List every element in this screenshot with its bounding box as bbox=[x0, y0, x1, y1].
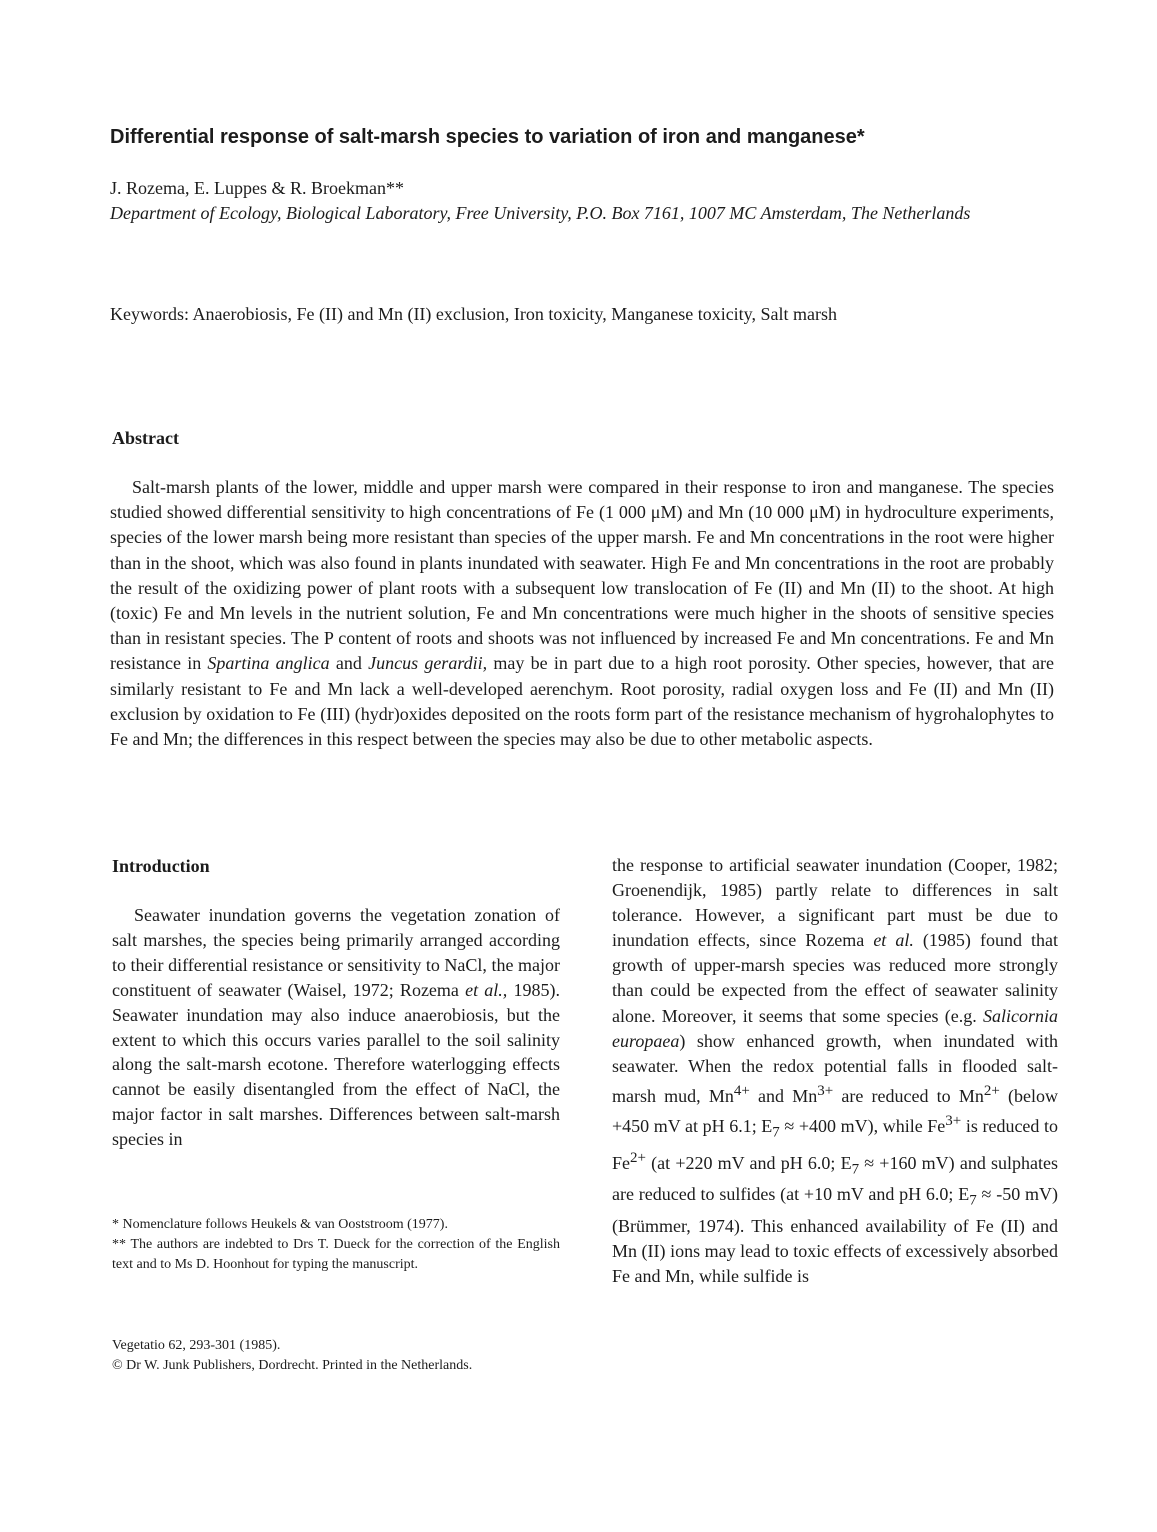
publisher-line: © Dr W. Junk Publishers, Dordrecht. Printed in the Netherlands. bbox=[112, 1358, 473, 1373]
species-name: Juncus gerardii, bbox=[368, 653, 488, 674]
introduction-left-column: Seawater inundation governs the vegetation zonation of salt marshes, the species being primarily arranged according to their differential resistance or sensitivity to NaCl, the major constituent of seawater (Waisel, 1972; Rozema et al., 1985). Seawater inundation may also induce anaerobiosis, but the extent to which this occurs varies parallel to the soil salinity along the salt-marsh ecotone. Therefore waterlogging effects cannot be easily disentangled from the effect of NaCl, the major factor in salt marshes. Differences between salt-marsh species in bbox=[112, 905, 560, 1150]
abstract-text: Salt-marsh plants of the lower, middle and upper marsh were compared in their response to iron and manganese. The species studied showed differential sensitivity to high concentrations of Fe (1 000 μM) and Mn (10 000 μM) in hydroculture experiments, species of the lower marsh being more resistant than species of the upper marsh. Fe and Mn concentrations in the root were higher than in the shoot, which was also found in plants inundated with seawater. High Fe and Mn concentrations in the root are probably the result of the oxidizing power of plant roots with a subsequent low translocation of Fe (II) and Mn (II) to the shoot. At high (toxic) Fe and Mn levels in the nutrient solution, Fe and Mn concentrations were much higher in the shoots of sensitive species than in resistant species. The P content of roots and shoots was not influenced by increased Fe and Mn concentrations. Fe and Mn resistance in Spartina anglica and Juncus gerardii, may be in part due to a high root porosity. Other species, however, that are similarly resistant to Fe and Mn lack a well-developed aerenchym. Root porosity, radial oxygen loss and Fe (II) and Mn (II) exclusion by oxidation to Fe (III) (hydr)oxides deposited on the roots form part of the resistance mechanism of hygrohalophytes to Fe and Mn; the differences in this respect between the species may also be due to other metabolic aspects. bbox=[110, 477, 1054, 750]
affiliation: Department of Ecology, Biological Laboratory, Free University, P.O. Box 7161, 1007 MC Amsterdam, The Netherlands bbox=[110, 203, 971, 223]
paper-title: Differential response of salt-marsh species to variation of iron and manganese* bbox=[110, 126, 865, 148]
introduction-right-column: the response to artificial seawater inundation (Cooper, 1982; Groenendijk, 1985) partly relate to differences in salt tolerance. However, a significant part must be due to inundation effects, since Rozema et al. (1985) found that growth of upper-marsh species was reduced more strongly than could be expected from the effect of seawater salinity alone. Moreover, it seems that some species (e.g. Salicornia europaea) show enhanced growth, when inundated with seawater. When the redox potential falls in flooded salt-marsh mud, $Mn^{4+}$ and $Mn^{3+}$ are reduced to $Mn^{2+}$ (below +450 mV at pH 6.1; $E_7 \approx +400$ mV), while $Fe^{3+}$ is reduced to $Fe^{2+}$ (at +220 mV and pH 6.0; $E_7 \approx +160$ mV) and sulphates are reduced to sulfides (at +10 mV and pH 6.0; $E_7 \approx -50$ mV) (Brümmer, 1974). This enhanced availability of Fe (II) and Mn (II) ions may lead to toxic effects of excessively absorbed Fe and Mn, while sulfide is bbox=[612, 855, 1059, 1287]
footnotes bbox=[112, 1215, 560, 1275]
journal-reference: Vegetatio 62, 293-301 (1985). bbox=[112, 1338, 281, 1353]
journal-citation bbox=[112, 1336, 712, 1376]
introduction-heading: Introduction bbox=[112, 856, 210, 876]
footnote-acknowledgements: ** The authors are indebted to Drs T. Dueck for the correction of the English text and to Ms D. Hoonhout for typing the manuscript. bbox=[112, 1237, 560, 1272]
species-name: Spartina anglica bbox=[207, 653, 330, 674]
footnote-nomenclature: * Nomenclature follows Heukels & van Ooststroom (1977). bbox=[112, 1217, 448, 1232]
keywords: Keywords: Anaerobiosis, Fe (II) and Mn (II) exclusion, Iron toxicity, Manganese toxicity, Salt marsh bbox=[110, 304, 838, 324]
author-list: J. Rozema, E. Luppes & R. Broekman** bbox=[110, 178, 404, 198]
abstract-heading: Abstract bbox=[112, 428, 179, 448]
